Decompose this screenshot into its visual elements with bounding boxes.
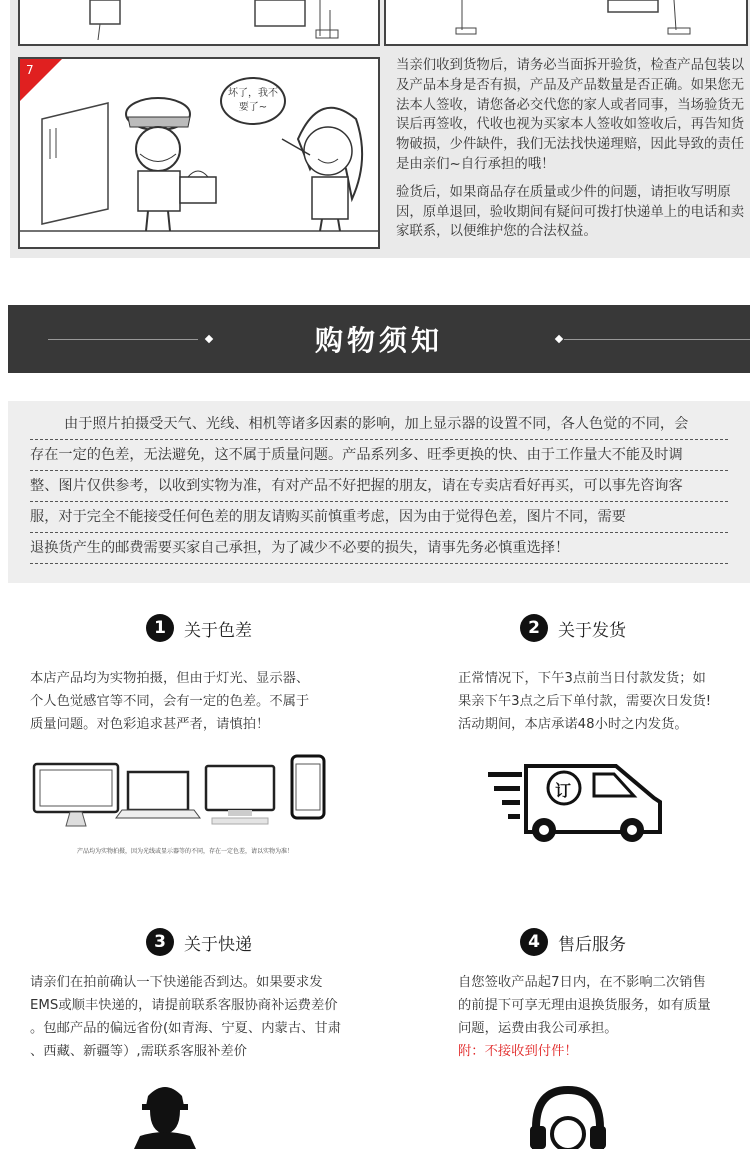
- section-after-sales-header: [520, 928, 626, 956]
- section-color-difference-body: [30, 667, 360, 736]
- section-shipping-body: [458, 667, 748, 736]
- section-line: 个人色觉感官等不同，会有一定的色差。不属于: [30, 694, 310, 709]
- section-line: 。包邮产品的偏远省份(如青海、宁夏、内蒙古、甘肃: [30, 1021, 342, 1036]
- section-shipping-header: [520, 614, 626, 642]
- section-line: EMS或顺丰快递的，请提前联系客服协商补运费差价: [30, 998, 338, 1013]
- truck-order-label: 订: [555, 781, 572, 800]
- section-title: 关于快递: [184, 934, 252, 955]
- notice-line: 整、图片仅供参考，以收到实物为准，有对产品不好把握的朋友，请在专卖店看好再买，可以事先咨询客: [30, 471, 728, 502]
- speech-bubble: [220, 77, 286, 125]
- comic-figures-icon: [20, 0, 382, 48]
- bubble-text-line2: 要了~: [238, 102, 268, 113]
- section-after-sales-body: [458, 971, 748, 1063]
- section-number: 2: [520, 614, 548, 642]
- section-courier-body: [30, 971, 370, 1063]
- section-line: 问题，运费由我公司承担。: [458, 1021, 618, 1036]
- bubble-text-line1: 坏了，我不: [228, 88, 278, 99]
- section-line: 自您签收产品起7日内，在不影响二次销售: [458, 975, 706, 990]
- courier-person-icon: [134, 1080, 196, 1149]
- color-difference-notice: [8, 401, 750, 583]
- notice-line: 由于照片拍摄受天气、光线、相机等诸多因素的影响，加上显示器的设置不同，各人色觉的不同，会: [30, 409, 728, 440]
- panel-number: 7: [26, 63, 34, 77]
- banner-line-right: [564, 339, 750, 340]
- comic-description: [396, 56, 750, 250]
- section-line: 质量问题。对色彩追求甚严者，请慎拍！: [30, 717, 270, 732]
- refusal-paragraph: 验货后，如果商品存在质量或少件的问题，请拒收写明原因，原单退回，验收期间有疑问可拨打快递单上的电话和卖家联系，以便维护您的合法权益。: [396, 184, 745, 240]
- section-title: 关于发货: [558, 620, 626, 641]
- no-cod-notice: 附：不接收到付件！: [458, 1044, 578, 1059]
- comic-panel-top-right: [384, 0, 748, 46]
- section-line: 正常情况下，下午3点前当日付款发货；如: [458, 671, 706, 686]
- section-number: 4: [520, 928, 548, 956]
- delivery-truck-icon: [484, 758, 664, 842]
- section-line: 的前提下可享无理由退换货服务，如有质量: [458, 998, 711, 1013]
- section-line: 果亲下午3点之后下单付款，需要次日发货!: [458, 694, 712, 709]
- comic-strip: [10, 0, 750, 258]
- inspection-paragraph: 当亲们收到货物后，请务必当面拆开验货，检查产品包装以及产品本身是否有损，产品及产品数量是否正确。如果您无法本人签收，请您备必交代您的家人或者同事，当场验货无误后再签收，代收也视为买家本人签收如签收后，再告知货物破损，少件缺件，我们无法找快递理赔，因此导致的责任是由亲们~自行承担的哦！: [396, 58, 745, 172]
- section-title: 关于色差: [184, 620, 252, 641]
- comic-panel-7: [18, 57, 380, 249]
- notice-line: 退换货产生的邮费需要买家自己承担，为了减少不必要的损失，请事先务必慎重选择！: [30, 533, 728, 564]
- headset-icon: [528, 1086, 608, 1149]
- section-color-difference-header: [146, 614, 252, 642]
- notice-line: 存在一定的色差，无法避免，这不属于质量问题。产品系列多、旺季更换的快、由于工作量大不能及时调: [30, 440, 728, 471]
- devices-caption: 产品均为实物拍摄，因为光线或显示器等的不同，存在一定色差，请以实物为准！: [76, 848, 293, 855]
- delivery-scene-icon: [20, 59, 380, 249]
- shopping-notice-banner: [8, 305, 750, 373]
- section-line: 本店产品均为实物拍摄，但由于灯光、显示器、: [30, 671, 310, 686]
- section-courier-header: [146, 928, 252, 956]
- banner-title: 购物须知: [314, 324, 443, 357]
- comic-figures-icon: [386, 0, 750, 48]
- devices-icon: [30, 754, 330, 834]
- section-number: 3: [146, 928, 174, 956]
- section-number: 1: [146, 614, 174, 642]
- section-line: 活动期间，本店承诺48小时之内发货。: [458, 717, 688, 732]
- comic-panel-top-left: [18, 0, 380, 46]
- section-title: 售后服务: [558, 934, 626, 955]
- notice-line: 服，对于完全不能接受任何色差的朋友请购买前慎重考虑，因为由于觉得色差，图片不同，需要: [30, 502, 728, 533]
- section-line: 请亲们在拍前确认一下快递能否到达。如果要求发: [30, 975, 323, 990]
- section-line: 、西藏、新疆等）,需联系客服补差价: [30, 1044, 247, 1059]
